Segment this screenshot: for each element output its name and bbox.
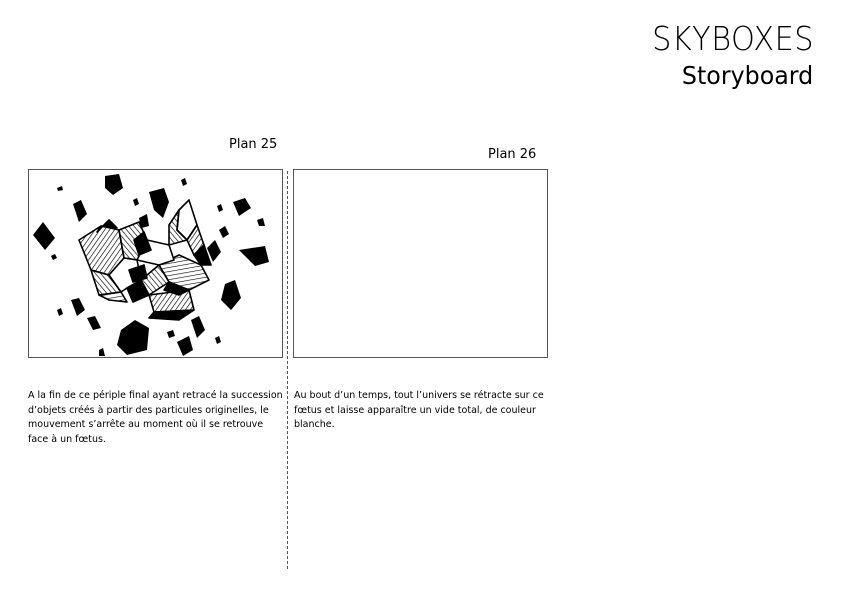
plan-26-frame <box>293 169 548 358</box>
plan-25-label: Plan 25 <box>229 137 278 152</box>
page-title: SKYBOXES <box>652 19 814 58</box>
plan-25-description: A la fin de ce périple final ayant retracé la succession d’objets créés à partir des particules originelles, le mouvement s’arrête au moment où il se retrouve face à un fœtus. <box>28 390 283 445</box>
plan-26-label: Plan 26 <box>488 147 537 162</box>
plan-25-frame <box>28 169 283 358</box>
exploding-crystal-illustration <box>29 170 282 357</box>
plan-26-description: Au bout d’un temps, tout l’univers se rétracte sur ce fœtus et laisse apparaître un vide total, de couleur blanche. <box>294 390 544 430</box>
panel-divider <box>287 171 288 569</box>
page-subtitle: Storyboard <box>681 61 813 90</box>
